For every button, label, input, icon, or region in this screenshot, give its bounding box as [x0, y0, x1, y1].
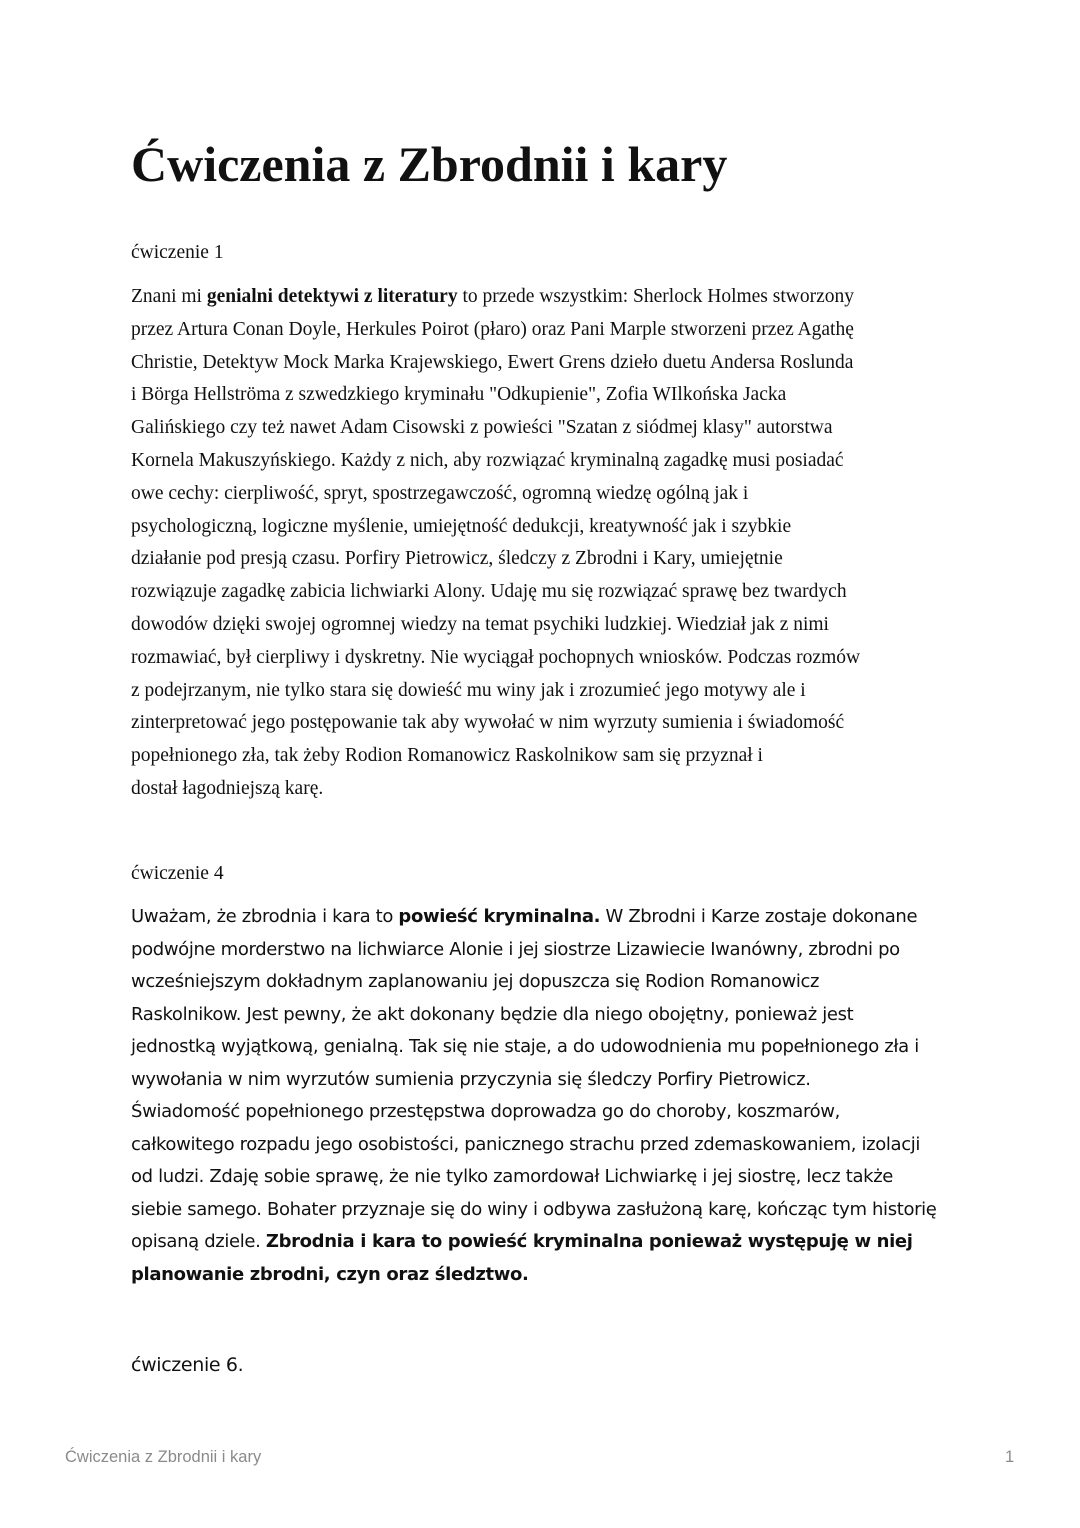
paragraph-line: [131, 966, 951, 999]
paragraph-line: [131, 511, 951, 544]
paragraph-line: [131, 412, 951, 445]
section-paragraph-exercise-1: [131, 281, 951, 806]
text-run: podwójne morderstwo na lichwiarce Alonie i jej siostrze Lizawiecie Iwanówny, zbrodni po: [131, 938, 900, 960]
text-run: Kornela Makuszyńskiego. Każdy z nich, aby rozwiązać kryminalną zagadkę musi posiadać: [131, 449, 844, 471]
paragraph-line: [131, 1064, 951, 1097]
text-run: Uważam, że zbrodnia i kara to: [131, 906, 399, 927]
text-run: Christie, Detektyw Mock Marka Krajewskiego, Ewert Grens dzieło duetu Andersa Roslunda: [131, 351, 854, 373]
paragraph-line: [131, 1129, 951, 1162]
paragraph-line: [131, 543, 951, 576]
text-run: to przede wszystkim: Sherlock Holmes stworzony: [457, 286, 855, 307]
text-run: od ludzi. Zdaję sobie sprawę, że nie tylko zamordował Lichwiarkę i jej siostrę, lecz także: [131, 1166, 894, 1187]
text-run: przez Artura Conan Doyle, Herkules Poirot (płaro) oraz Pani Marple stworzeni przez Agathę: [131, 318, 854, 340]
text-run: W Zbrodni i Karze zostaje dokonane: [600, 906, 918, 927]
paragraph-line: [131, 1031, 951, 1064]
bold-text: Zbrodnia i kara to powieść kryminalna ponieważ występuję w niej: [265, 1231, 913, 1252]
text-run: Znani mi: [131, 286, 207, 307]
paragraph-line: [131, 609, 951, 642]
document-title: Ćwiczenia z Zbrodnii i kary: [131, 136, 728, 192]
text-run: dostał łagodniejszą karę.: [131, 777, 324, 799]
section-label-exercise-1: ćwiczenie 1: [131, 242, 224, 263]
paragraph-line: [131, 478, 951, 511]
paragraph-line: [131, 314, 951, 347]
text-run: działanie pod presją czasu. Porfiry Pietrowicz, śledczy z Zbrodni i Kary, umiejętnie: [131, 548, 783, 570]
text-run: całkowitego rozpadu jego osobistości, panicznego strachu przed zdemaskowaniem, izolacji: [131, 1133, 921, 1155]
paragraph-line: [131, 1259, 951, 1292]
paragraph-line: [131, 347, 951, 380]
text-run: siebie samego. Bohater przyznaje się do winy i odbywa zasłużoną karę, kończąc tym historię: [131, 1198, 937, 1220]
text-run: wcześniejszym dokładnym zaplanowaniu jej dopuszcza się Rodion Romanowicz: [131, 971, 820, 992]
paragraph-line: [131, 934, 951, 967]
text-run: popełnionego zła, tak żeby Rodion Romanowicz Raskolnikow sam się przyznał i: [131, 745, 763, 767]
paragraph-line: [131, 773, 951, 806]
bold-text: powieść kryminalna.: [398, 906, 601, 927]
bold-text: genialni detektywi z literatury: [206, 286, 458, 307]
section-label-exercise-6: ćwiczenie 6.: [131, 1354, 244, 1376]
paragraph-line: [131, 445, 951, 478]
paragraph-line: [131, 1194, 951, 1227]
text-run: zinterpretować jego postępowanie tak aby wywołać w nim wyrzuty sumienia i świadomość: [131, 712, 845, 734]
paragraph-line: [131, 901, 951, 934]
text-run: psychologiczną, logiczne myślenie, umiejętność dedukcji, kreatywność jak i szybkie: [131, 515, 792, 537]
text-run: Świadomość popełnionego przestępstwa doprowadza go do choroby, koszmarów,: [131, 1101, 841, 1122]
text-run: rozwiązuje zagadkę zabicia lichwiarki Alony. Udaję mu się rozwiązać sprawę bez twardych: [131, 581, 847, 603]
text-run: dowodów dzięki swojej ogromnej wiedzy na temat psychiki ludzkiej. Wiedział jak z nimi: [131, 613, 829, 635]
paragraph-line: [131, 1096, 951, 1129]
paragraph-line: [131, 1161, 951, 1194]
paragraph-line: [131, 675, 951, 708]
paragraph-line: [131, 576, 951, 609]
text-run: Galińskiego czy też nawet Adam Cisowski z powieści "Szatan z siódmej klasy" autorstwa: [131, 417, 833, 439]
text-run: Raskolnikow. Jest pewny, że akt dokonany będzie dla niego obojętny, ponieważ jest: [131, 1003, 854, 1025]
paragraph-line: [131, 999, 951, 1032]
text-run: opisaną dziele.: [131, 1231, 266, 1252]
text-run: wywołania w nim wyrzutów sumienia przyczynia się śledczy Porfiry Pietrowicz.: [131, 1068, 811, 1090]
bold-text: planowanie zbrodni, czyn oraz śledztwo.: [131, 1263, 529, 1285]
paragraph-line: [131, 281, 951, 314]
text-run: jednostką wyjątkową, genialną. Tak się nie staje, a do udowodnienia mu popełnionego zła i: [131, 1036, 919, 1057]
text-run: z podejrzanym, nie tylko stara się dowieść mu winy jak i zrozumieć jego motywy ale i: [131, 679, 806, 701]
paragraph-line: [131, 1226, 951, 1259]
text-run: rozmawiać, był cierpliwy i dyskretny. Nie wyciągał pochopnych wniosków. Podczas rozmów: [131, 646, 861, 668]
section-label-exercise-4: ćwiczenie 4: [131, 863, 224, 884]
paragraph-line: [131, 642, 951, 675]
text-run: i Börga Hellströma z szwedzkiego kryminału "Odkupienie", Zofia WIlkońska Jacka: [131, 384, 787, 406]
paragraph-line: [131, 740, 951, 773]
paragraph-line: [131, 707, 951, 740]
section-paragraph-exercise-4: [131, 901, 951, 1291]
paragraph-line: [131, 379, 951, 412]
footer-document-title: Ćwiczenia z Zbrodnii i kary: [65, 1448, 262, 1466]
text-run: owe cechy: cierpliwość, spryt, spostrzegawczość, ogromną wiedzę ogólną jak i: [131, 482, 749, 504]
footer-page-number: 1: [1005, 1448, 1015, 1466]
